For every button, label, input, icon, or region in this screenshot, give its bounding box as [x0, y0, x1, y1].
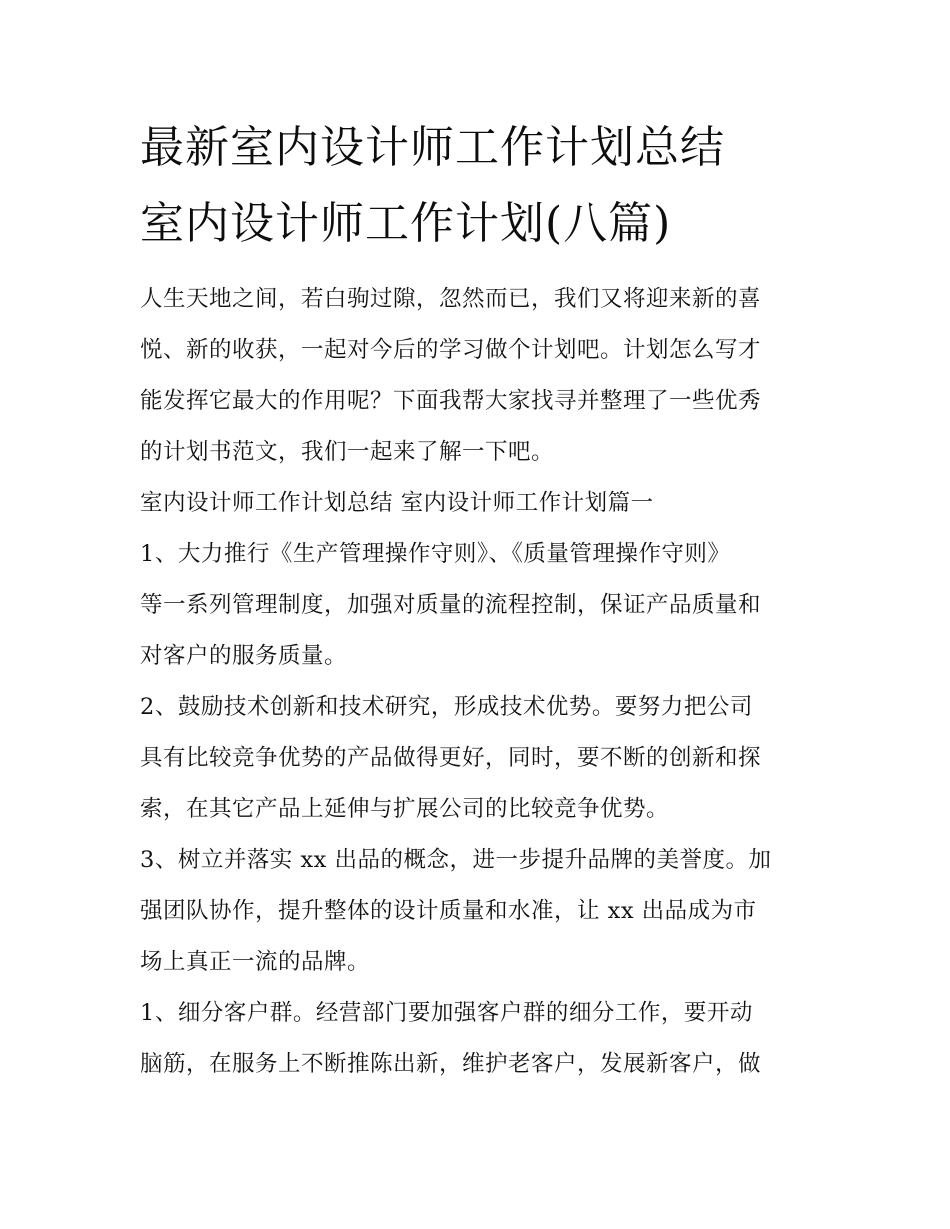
- title-line-1: 最新室内设计师工作计划总结: [140, 122, 725, 173]
- paragraph-line: 人生天地之间，若白驹过隙，忽然而已，我们又将迎来新的喜: [140, 286, 762, 312]
- item-paragraph-3: [140, 835, 815, 988]
- paragraph-line: 脑筋，在服务上不断推陈出新，维护老客户，发展新客户，做: [140, 1051, 762, 1077]
- paragraph-line: 1、细分客户群。经营部门要加强客户群的细分工作，要开动: [140, 1000, 753, 1026]
- item-paragraph-4: [140, 988, 815, 1090]
- section-heading: [140, 478, 815, 529]
- paragraph-line: 能发挥它最大的作用呢？下面我帮大家找寻并整理了一些优秀: [140, 388, 762, 414]
- item-paragraph-1: [140, 529, 815, 682]
- paragraph-line: 1、大力推行《生产管理操作守则》、《质量管理操作守则》: [140, 541, 731, 567]
- paragraph-line: 悦、新的收获，一起对今后的学习做个计划吧。计划怎么写才: [140, 337, 762, 363]
- document-title: [140, 110, 815, 262]
- paragraph-line: 对客户的服务质量。: [140, 643, 348, 669]
- paragraph-line: 具有比较竞争优势的产品做得更好，同时，要不断的创新和探: [140, 745, 762, 771]
- paragraph-line: 室内设计师工作计划总结 室内设计师工作计划篇一: [140, 490, 654, 516]
- paragraph-line: 等一系列管理制度，加强对质量的流程控制，保证产品质量和: [140, 592, 762, 618]
- paragraph-line: 2、鼓励技术创新和技术研究，形成技术优势。要努力把公司: [140, 694, 753, 720]
- paragraph-line: 场上真正一流的品牌。: [140, 949, 371, 975]
- paragraph-line: 的计划书范文，我们一起来了解一下吧。: [140, 439, 555, 465]
- title-line-2: 室内设计师工作计划(八篇): [140, 198, 672, 249]
- paragraph-line: 3、树立并落实 xx 出品的概念，进一步提升品牌的美誉度。加: [140, 847, 772, 873]
- intro-paragraph: [140, 274, 815, 478]
- paragraph-line: 索，在其它产品上延伸与扩展公司的比较竞争优势。: [140, 796, 670, 822]
- paragraph-line: 强团队协作，提升整体的设计质量和水准，让 xx 出品成为市: [140, 898, 757, 924]
- document-body: [140, 110, 815, 1090]
- item-paragraph-2: [140, 682, 815, 835]
